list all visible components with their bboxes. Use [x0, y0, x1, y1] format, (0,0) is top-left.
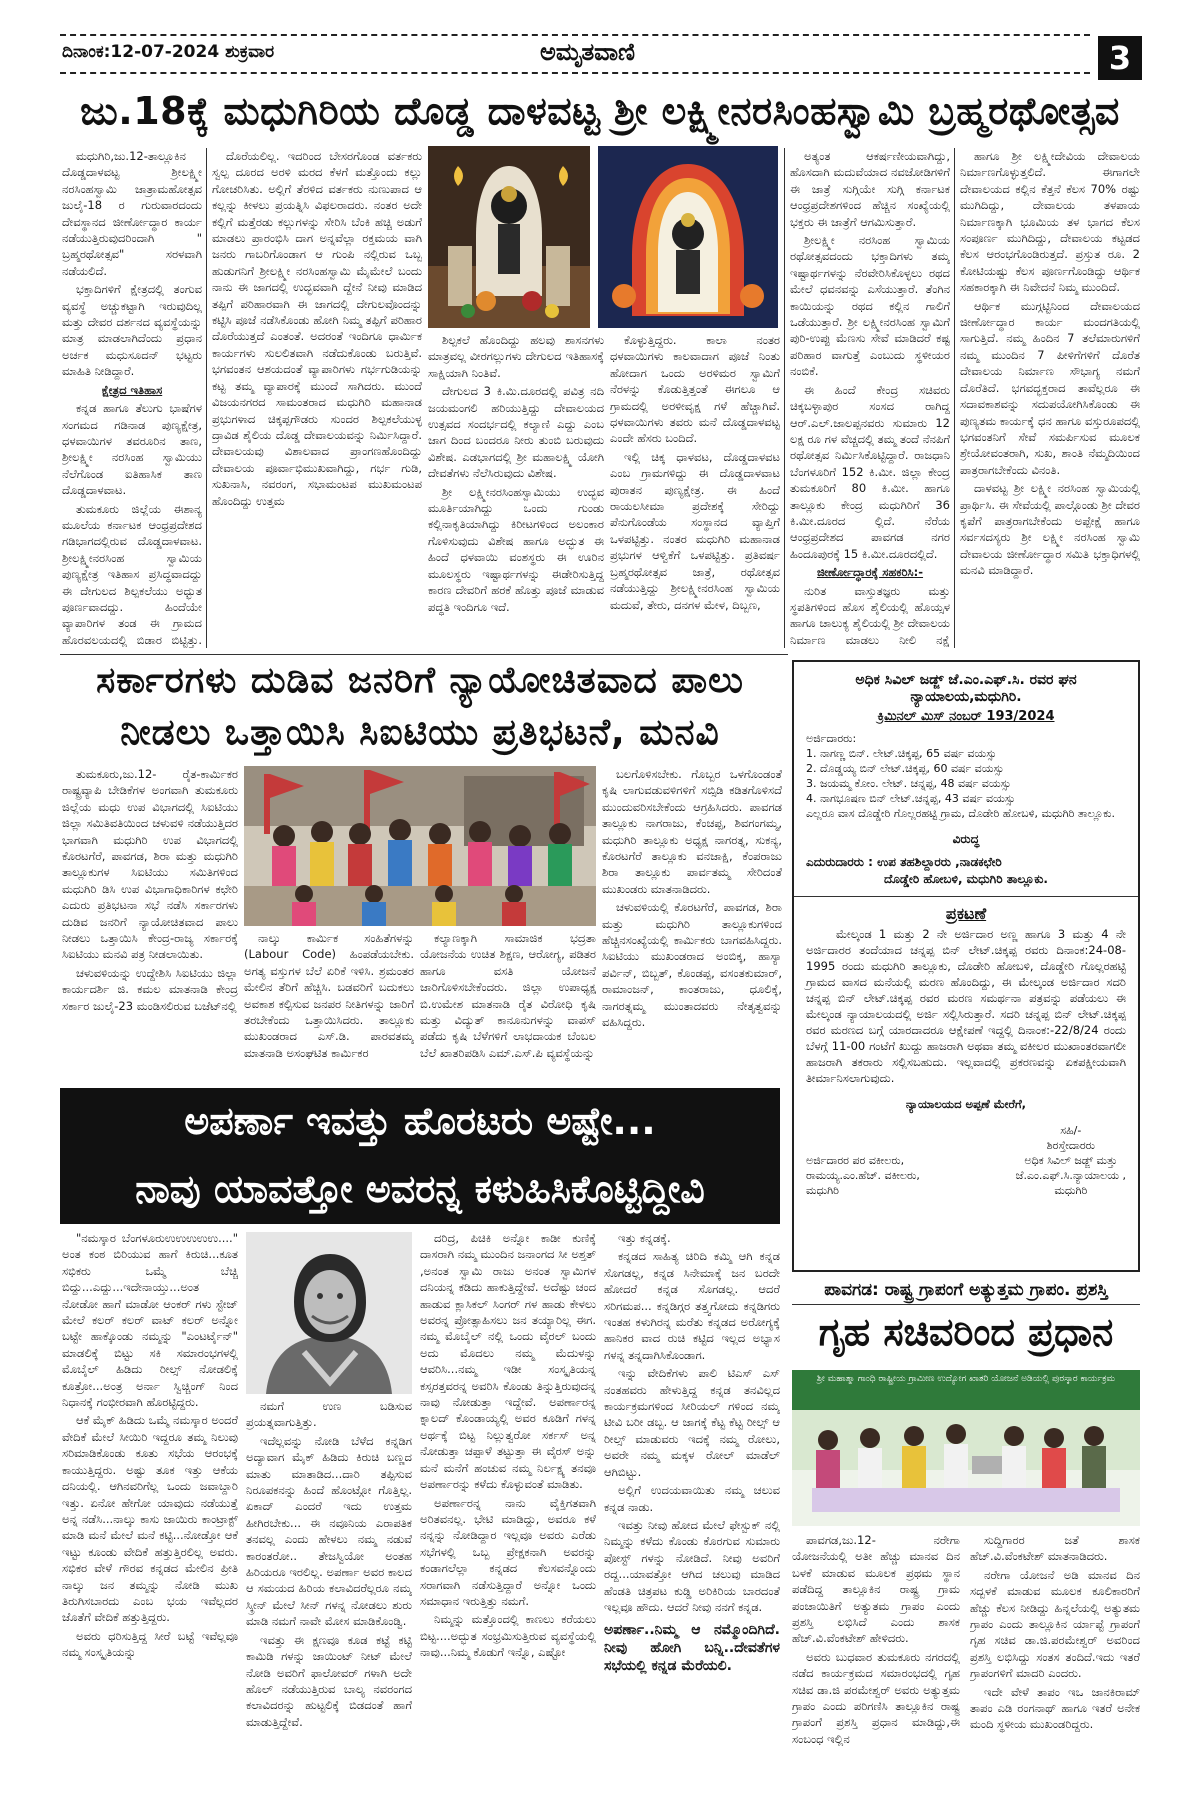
- respondent-line2: ದೊಡ್ಡೇರಿ ಹೋಬಳಿ, ಮಧುಗಿರಿ ತಾಲ್ಲೂಕು.: [884, 872, 1048, 886]
- story1-paragraph: ಭಕ್ತಾದಿಗಳಿಗೆ ಕ್ಷೇತ್ರದಲ್ಲಿ ತಂಗುವ ವ್ಯವಸ್ಥೆ ಅಚ್ಚುಕಟ್ಟಾಗಿ ಇರುವುದಿಲ್ಲ ಮತ್ತು ದೇವರ ದರ್ಶನದ ವ್ಯವಸ್ಥೆಯನ್ನು ಮಾತ್ರ ಮಾಡಲಾಗಿದೆಂದು ಪ್ರಧಾನ ಅರ್ಚಕ ಮಧುಸೂದನ್ ಭಟ್ಟರು ಮಾಹಿತಿ ನೀಡಿದ್ದಾರೆ.: [62, 282, 202, 379]
- respondent-line1: ಎದುರುದಾರರು : ಉಪ ತಹಶಿಲ್ದಾರರು ,ನಾಡಕಛೇರಿ: [806, 855, 1002, 869]
- story3-column-1: [62, 1230, 238, 1760]
- story1-headline: ಜು.18ಕ್ಕೆ ಮಧುಗಿರಿಯ ದೊಡ್ಡ ದಾಳವಟ್ಟ ಶ್ರೀ ಲಕ್ಷ್ಮೀನರಸಿಂಹಸ್ವಾಮಿ ಬ್ರಹ್ಮರಥೋತ್ಸವ: [80, 89, 1120, 133]
- story3-column-4: [604, 1230, 780, 1760]
- signature-line: ಮಧುಗಿರಿ: [1054, 1184, 1088, 1197]
- protest-photo: [244, 766, 596, 926]
- story1-paragraph: ಶ್ರೀ ಲಕ್ಷ್ಮೀನರಸಿಂಹಸ್ವಾಮಿಯು ಉದ್ಭವ ಮೂರ್ತಿಯಾಗಿದ್ದು ಒಂದು ಗುಂಡು ಕಲ್ಲಿನಾಕೃತಿಯಾಗಿದ್ದು ಕಿರೀಟಗಳಿಂದ ಅಲಂಕಾರ ಗೊಳಿಸುವುದು ವಿಶೇಷ ಹಾಗೂ ಅದ್ಭುತ ಈ ಹಿಂದೆ ಧಳವಾಯಿ ವಂಶಸ್ಥರು ಈ ಊರಿನ ಮೂಲಸ್ಥರು ಇಷ್ಟಾರ್ಥಗಳನ್ನು ಈಡೇರಿಸುತ್ತಿದ್ದ ಕಾರಣ ದೇವರಿಗೆ ಹರಕೆ ಹೊತ್ತು ಪೂಜೆ ಮಾಡುವ ಪದ್ಧತಿ ಇಂದಿಗೂ ಇದೆ.: [428, 484, 604, 614]
- story1-paragraph: ಈ ಹಿಂದೆ ಕೇಂದ್ರ ಸಚಿವರು ಚಿಕ್ಕಬಳ್ಳಾಪುರ ಸಂಸದ ರಾಗಿದ್ದ ಆರ್.ಎಲ್.ಜಾಲಪ್ಪನವರು ಸುಮಾರು 12 ಲಕ್ಷ ರೂ ಗಳ ವೆಚ್ಚದಲ್ಲಿ ತಮ್ಮ ತಂದೆ ನೆನಪಿಗೆ ರಥೋತ್ಸವ ನಿರ್ಮಿಸಿಕೊಟ್ಟಿದ್ದಾರೆ. ರಾಜಧಾನಿ ಬೆಂಗಳೂರಿಗೆ 152 ಕಿ.ಮೀ. ಜಿಲ್ಲಾ ಕೇಂದ್ರ ತುಮಕೂರಿಗೆ 80 ಕಿ.ಮೀ. ಹಾಗೂ ತಾಲ್ಲೂಕು ಕೇಂದ್ರ ಮಧುಗಿರಿಗೆ 36 ಕಿ.ಮೀ.ದೂರದ ಲ್ಲಿದೆ. ನೆರೆಯ ಆಂಧ್ರಪ್ರದೇಶದ ಪಾವಗಡ ನಗರ ಹಿಂದೂಪುರಕ್ಕೆ 15 ಕಿ.ಮೀ.ದೂರದಲ್ಲಿದೆ.: [790, 382, 950, 561]
- story1-paragraph: ಕನ್ನಡ ಹಾಗೂ ತೆಲುಗು ಭಾಷೆಗಳ ಸಂಗಮದ ಗಡಿನಾಡ ಪುಣ್ಯಕ್ಷೇತ್ರ, ಧಳವಾಯಿಗಳ ತವರೂರಿನ ತಾಣ, ಶ್ರೀಲಕ್ಷ್ಮೀ ನರಸಿಂಹ ಸ್ವಾಮಿಯು ನೆಲೆಗೊಂಡ ಐತಿಹಾಸಿಕ ತಾಣ ದೊಡ್ಡದಾಳವಾಟ.: [62, 401, 202, 498]
- advocate-signature: [806, 1153, 920, 1198]
- temple-photo-right: [598, 146, 778, 328]
- court-name-line1: ಅಧಿಕ ಸಿವಿಲ್ ಜಡ್ಜ್ ಜೆ.ಎಂ.ಎಫ್.ಸಿ. ರವರ ಘನ: [855, 672, 1077, 688]
- story1-paragraph: ಶಿಲ್ಪಕಲೆ ಹೊಂದಿದ್ದು ಹಲವು ಶಾಸನಗಳು ಮಾತ್ರವಲ್ಲ ವೀರಗಲ್ಲುಗಳು ದೇಗುಲದ ಇತಿಹಾಸಕ್ಕೆ ಸಾಕ್ಷಿಯಾಗಿ ನಿಂತಿವೆ.: [428, 333, 604, 380]
- story3-column-3: [420, 1230, 596, 1760]
- story3-paragraph: ದರಿದ್ರ, ಪಿಚಿಕಿ ಅನ್ನೋ ಕಾಡೀ ಕುಣಿಕ್ಕೆ ದಾಸರಾಗಿ ನಮ್ಮ ಮುಂದಿನ ಜನಾಂಗದ ಸೀ ಅಶ್ತತ್ ,ಅನಂತ ಸ್ವಾಮಿ ರಾಜು ಅನಂತ ಸ್ವಾಮಿಗಳ ದನಿಯನ್ನ ಕಡಿದು ಹಾಕುತ್ತಿದ್ದೇವೆ. ಅದೆಷ್ಟು ಚಂದ ಹಾಡುವ ಕ್ಲಾಸಿಕಲ್ ಸಿಂಗರ್ ಗಳ ಹಾಡು ಕೇಳಲು ಅವರನ್ನ ಪ್ರೋತ್ಸಾಹಿಸಲು ಜನ ತಯ್ಯಾರಿಲ್ಲ ಈಗ. ನಮ್ಮ ಮೊಬೈಲ್ ನಲ್ಲಿ ಒಂದು ವೈರಲ್ ಬಂದು ಅದು ಮೊದಲು ನಮ್ಮ ಮೆದುಳನ್ನು ಆವರಿಸಿ...ನಮ್ಮ ಇಡೀ ಸಂಸ್ಕೃತಿಯನ್ನ ಕಸ್ಸರತ್ತವರನ್ನ ಅವರಿಸಿ ಕೊಂಡು ತಿನ್ನುತ್ತಿರುವುದನ್ನ ನಾವು ನೋಡುತ್ತಾ ಇದ್ದೇವೆ. ಅಪರ್ಣಾರನ್ನ ಕ್ನಾಲದ್ ಕೊಂಡಾಯ್ಯಲ್ಲಿ ಅವರ ಕೂಡಿಗೆ ಗಳನ್ನ ಅರ್ಥಕ್ಕೆ ಬಿಟ್ಟ ನಿಲ್ಲುತ್ವರೋ ಸರ್ಕಸ್ ಅನ್ನ ನೋಡುತ್ತಾ ಚಪ್ಪಾಳೆ ತಟ್ಟುತ್ತಾ ಈ ವೈರಸ್ ಅನ್ನು ಮನೆ ಮನೆಗೆ ಹಂಚುವ ನಮ್ಮ ನಿರ್ಲಕ್ಷ್ಯ ತನವೂ ಅಪರ್ಣಾರನ್ನು ಕಳೆದು ಕೊಳ್ಳುವಂತೆ ಮಾಡಿತು.: [420, 1231, 596, 1492]
- story1-column-4: [610, 332, 780, 650]
- story4-paragraph: ಪಾವಗಡ,ಜು.12- ನರೇಗಾ ಯೋಜನೆಯಲ್ಲಿ ಅತೀ ಹೆಚ್ಚು ಮಾನವ ದಿನ ಬಳಕೆ ಮಾಡುವ ಮೂಲಕ ಪ್ರಥಮ ಸ್ಥಾನ ಪಡೆದಿದ್ದ ತಾಲ್ಲೂಕಿನ ರಾಷ್ಟ್ರ ಗ್ರಾಮ ಪಂಚಾಯಿತಿಗೆ ಅತ್ಯುತಮ ಗ್ರಾಪಂ ಎಂದು ಪ್ರಶಸ್ತಿ ಲಭಿಸಿದೆ ಎಂದು ಶಾಸಕ ಹೆಚ್.ವಿ.ವೆಂಕಟೇಶ್ ಹೇಳಿದರು.: [792, 1533, 960, 1646]
- story2-headline-line2: ನೀಡಲು ಒತ್ತಾಯಿಸಿ ಸಿಐಟಿಯು ಪ್ರತಿಭಟನೆ, ಮನವಿ: [120, 712, 720, 753]
- case-number: ಕ್ರಿಮಿನಲ್ ಮಿಸ್ ನಂಬರ್ 193/2024: [877, 709, 1055, 724]
- story3-paragraph: ಆಕೆ ಮೈಕ್ ಹಿಡಿದು ಒಮ್ಮೆ ನಮಸ್ಕಾರ ಅಂದರೆ ವೇದಿಕೆ ಮೇಲೆ ಸೀಯಿರಿ ಇದ್ದರೂ ತಮ್ಮ ನಿಲುವು ಸರಿಮಾಡಿಕೊಂಡು ಕೂತು ಸಭೆಯ ಆರಂಭಕ್ಕೆ ಕಾಯುತ್ತಿದ್ದರು. ಅಷ್ಟು ತೂಕ ಇತ್ತು ಆಕೆಯ ದನಿಯಲ್ಲಿ. ಆಗಿನವರಿಗೆಲ್ಲ ಒಂದು ಜವಾಬ್ದಾರಿ ಇತ್ತು. ಏನೋ ಹೇಗೋ ಯಾವುದು ನಡೆಯುತ್ತೆ ಅನ್ನ ನಡೆಸಿ...ನಾಲ್ಕು ಕಾಸು ಜಾಯಿರು ಕಾಂಟ್ರಾಕ್ಟ್ ಮಾಡಿ ಮನೆ ಮೇಲೆ ಮನೆ ಕಟ್ಟಿ...ನೋಡ್ತೋ ಆಕೆ ಇಟ್ಟು ಕೂಂಡು ವೇದಿಕೆ ಹತ್ತುತ್ತಿರಲಿಲ್ಲ ಅವರು. ಸಭಿಕರ ವೇಳೆ ಗೌರವ ಕನ್ನಡದ ಮೇಲಿನ ಪ್ರೀತಿ ನಾಲ್ಕು ಜನ ತಮ್ಮನ್ನು ನೋಡಿ ಮುಖ ತಿರುಗಿಸಬಾರದು ಎಂಬ ಭಯ ಇವೆಲ್ಲದರ ಜೊತೆಗೆ ವೇದಿಕೆ ಹತ್ತುತ್ತಿದ್ದರು.: [62, 1413, 238, 1625]
- story4-headline: ಗೃಹ ಸಚಿವರಿಂದ ಪ್ರಧಾನ: [818, 1310, 1114, 1354]
- story3-closing-note: ಅಪರ್ಣಾ..ನಿಮ್ಮ ಆ ನಮ್ಮೊಂದಿಗಿದೆ. ನೀವು ಹೋಗಿ ಬನ್ನಿ..ದೇವತೆಗಳ ಸಭೆಯಲ್ಲಿ ಕನ್ನಡ ಮೆರೆಯಲಿ.: [604, 1622, 780, 1675]
- story3-paragraph: ಇವತ್ತು ನೀವು ಹೋದ ಮೇಲೆ ಫೇಸ್ಬುಕ್ ನಲ್ಲಿ ನಿಮ್ಮನ್ನು ಕಳೆದು ಕೊಂಡು ಕೊರಗುವ ಸುಮಾರು ಪೋಸ್ಟ್ ಗಳನ್ನು ನೋಡಿದೆ. ನೀವು ಅವರಿಗೆ ರದ್ದ...ಯಾವತ್ತೋ ಆಗಿದ ಚಲುವು ಮಾಡಿದ ಹೆಂಡತಿ ಚಿತ್ರಪಟ ಕುಡ್ಡಿ ಅರಿಕಿರಿಯ ಬಾರದಂತೆ ಇಲ್ಲವೂ ಹೌದು. ಆದರೆ ನೀವು ನನಗೆ ಕನ್ನಡ.: [604, 1517, 780, 1614]
- section-rule: [792, 1304, 1140, 1305]
- story3-paragraph: ನಿಮ್ಮನ್ನು ಮತ್ತೊಂದಲ್ಲಿ ಕಾಣಲು ಕರೆಯಲು ಬಿಟ್ಟ....ಅದ್ಭುತ ಸಂಭ್ರಮಿಸುತ್ತಿರುವ ವ್ಯವಸ್ಥೆಯಲ್ಲಿ ನಾವು...ನಿಮ್ಮ ಕೊಡುಗೆ ಇನ್ನೊ, ಎಷ್ಟೋ: [420, 1612, 596, 1660]
- signature-line: ಮಧುಗಿರಿ: [806, 1184, 839, 1197]
- story3-paragraph: ಅಪರ್ಣಾರನ್ನ ನಾನು ವೈಕ್ತಿಗತವಾಗಿ ಅರಿತವನಲ್ಲ. ಭೇಟಿ ಮಾಡಿದ್ದು, ಅವರೂ ಕಳೆ ನನ್ನನ್ನು ನೋಡಿದ್ದಾರ ಇಲ್ಲವೂ ಅವರು ಎರೆಡು ಸಭೆಗಳಲ್ಲಿ ಒಬ್ಬ ಪ್ರೇಕ್ಷಕನಾಗಿ ಅವರನ್ನು ಕಂಡಾಗಲೆಲ್ಲಾ ಕನ್ನಡದ ಕೆಲಸವನ್ನೊಂದು ಸರಾಗವಾಗಿ ನಡೆಸುತ್ತಿದ್ದಾರೆ ಅನ್ನೋ ಒಂದು ಸಮಾಧಾನ ಇರುತ್ತಿತ್ತು ನಮಗೆ.: [420, 1495, 596, 1608]
- signature-block: [806, 1123, 1126, 1198]
- story4-paragraph: ನರೇಗಾ ಯೋಜನೆ ಅಡಿ ಮಾನವ ದಿನ ಸದ್ಬಳಕೆ ಮಾಡುವ ಮೂಲಕ ಕೂಲಿಕಾರರಿಗೆ ಹೆಚ್ಚು ಕೆಲಸ ನೀಡಿದ್ದು ಹಿನ್ನಲೆಯಲ್ಲಿ ಅತ್ಯುತಮ ಗ್ರಾಪಂ ಎಂದು ತಾಲ್ಲೂಕಿನ ರ್ಯಾಪ್ಟೆ ಗ್ರಾಪಂಗೆ ಗೃಹ ಸಚಿವ ಡಾ.ಜಿ.ಪರಮೇಶ್ವರ್ ಅವರಿಂದ ಪ್ರಶಸ್ತಿ ಲಭಿಸಿದ್ದು ಸಂತಸ ತಂದಿದೆ.ಇದು ಇತರೆ ಗ್ರಾಪಂಗಳಿಗೆ ಮಾದರಿ ಎಂದರು.: [970, 1567, 1140, 1681]
- story3-paragraph: ಇತ್ತು ಕನ್ನಡಕ್ಕೆ.: [618, 1231, 671, 1245]
- story2-headline-line1: ಸರ್ಕಾರಗಳು ದುಡಿವ ಜನರಿಗೆ ನ್ಯಾಯೋಚಿತವಾದ ಪಾಲು: [96, 660, 744, 701]
- story4-column-2: [970, 1532, 1140, 1762]
- story1-column-5: [790, 148, 950, 648]
- applicant-item: 2. ದೊಡ್ಡಯ್ಯ ಬಿನ್ ಲೇಟ್.ಚಿಕ್ಕಪ್ಪ, 60 ವರ್ಷ ವಯಸ್ಸು: [806, 762, 1004, 775]
- story3-headline-line2: ನಾವು ಯಾವತ್ತೋ ಅವರನ್ನ ಕಳುಹಿಸಿಕೊಟ್ಟಿದ್ದೀವಿ: [60, 1154, 780, 1224]
- story1-paragraph: ಇಲ್ಲಿ ಚಿಕ್ಕ ಧಾಳವಟ, ದೊಡ್ಡದಾಳವಟ ಎಂಬ ಗ್ರಾಮಗಳಿದ್ದು ಈ ದೊಡ್ಡದಾಳವಾಟ ಪುರಾತನ ಪುಣ್ಯಕ್ಷೇತ್ರ. ಈ ಹಿಂದೆ ರಾಯಲಸೀಮಾ ಪ್ರದೇಶಕ್ಕೆ ಸೇರಿದ್ದು ಪೆನುಗೊಂಡೆಯ ಸಂಸ್ಥಾನದ ವ್ಯಾಪ್ತಿಗೆ ಒಳಪಟ್ಟಿತ್ತು. ನಂತರ ಮಧುಗಿರಿ ಮಹಾನಾಡ ಪ್ರಭುಗಳ ಆಳ್ವಿಕೆಗೆ ಒಳಪಟ್ಟಿತ್ತು. ಪ್ರತಿವರ್ಷ ಬ್ರಹ್ಮರಥೋತ್ಸವ ಜಾತ್ರೆ, ರಥೋತ್ಸವ ನಡೆಯುತ್ತಿದ್ದು ಶ್ರೀಲಕ್ಷ್ಮೀನರಸಿಂಹ ಸ್ವಾಮಿಯ ಮದುವೆ, ತೇರು, ದನಗಳ ಮೇಳ, ದಿಬ್ಬಣ,: [610, 449, 780, 612]
- story1-paragraph: ಕೊಳ್ಳುತ್ತಿದ್ದರು. ಕಾಲಾ ನಂತರ ಧಳವಾಯಿಗಳು ಕಾಲವಾದಾಗ ಪೂಜೆ ನಿಂತು ಹೋದಾಗ ಒಂದು ಅರಳಿಮರ ಸ್ವಾಮಿಗೆ ನೆರಳನ್ನು ಕೊಡುತ್ತಿತ್ತಂತೆ ಈಗಲೂ ಆ ಗ್ರಾಮದಲ್ಲಿ ಅರಳೀವೃಕ್ಷ ಗಳೆ ಹೆಚ್ಚಾಗಿವೆ. ಧಳವಾಯಿಗಳು ತವರು ಮನೆ ದೊಡ್ಡದಾಳವಟ್ಟ ಎಂದೇ ಹೆಸರು ಬಂದಿದೆ.: [610, 333, 780, 446]
- notice-body: ಮೇಲ್ಕಂಡ 1 ಮತ್ತು 2 ನೇ ಅರ್ಜಿದಾರ ಅಣ್ಣ ಹಾಗೂ 3 ಮತ್ತು 4 ನೇ ಅರ್ಜಿದಾರರ ತಂದೆಯಾದ ಚನ್ನಪ್ಪ ಬಿನ್ ಲೇಟ್.ಚಿಕ್ಕಪ್ಪ ರವರು ದಿನಾಂಕ:24-08-1995 ರಂದು ಮಧುಗಿರಿ ತಾಲ್ಲೂಕು, ದೊಡೇರಿ ಹೋಬಳಿ, ದೊಡ್ಡೇರಿ ಗೊಲ್ಲರಹಟ್ಟಿ ಗ್ರಾಮದ ವಾಸದ ಮನೆಯಲ್ಲಿ ಮರಣ ಹೊಂದಿದ್ದು, ಈ ಮೇಲ್ಕಂಡ ಅರ್ಜಿದಾರ ಸದರಿ ಚನ್ನಪ್ಪ ಬಿನ್ ಲೇಟ್.ಚಿಕ್ಕಪ್ಪ ರವರ ಮರಣ ಸಮರ್ಥನಾ ಪತ್ರವನ್ನು ಪಡೆಯಲು ಈ ಮೇಲ್ಕಂಡ ನ್ಯಾಯಾಲಯದಲ್ಲಿ ಅರ್ಜಿ ಸಲ್ಲಿಸಿರುತ್ತಾರೆ. ಸದರಿ ಚನ್ನಪ್ಪ ಬಿನ್ ಲೇಟ್.ಚಿಕ್ಕಪ್ಪ ರವರ ಮರಣದ ಬಗ್ಗೆ ಯಾರದಾದರೂ ಆಕ್ಷೇಪಣೆ ಇದ್ದಲ್ಲಿ ದಿನಾಂಕ:-22/8/24 ರಂದು ಬೆಳಗ್ಗೆ 11-00 ಗಂಟೆಗೆ ಖುದ್ದು ಹಾಜರಾಗಿ ಅಥವಾ ತಮ್ಮ ವಕೀಲರ ಮುಖಾಂತರವಾಗಲೀ ಹಾಜರಾಗಿ ತಕರಾರು ಸಲ್ಲಿಸಬಹುದು. ಇಲ್ಲವಾದಲ್ಲಿ ಪ್ರಕರಣವನ್ನು ಏಕಪಕ್ಷೀಯವಾಗಿ ತೀರ್ಮಾನಿಸಲಾಗುವುದು.: [806, 927, 1126, 1085]
- signature-line: ಜೆ.ಎಂ.ಎಫ್.ಸಿ.ನ್ಯಾಯಾಲಯ ,: [1015, 1169, 1126, 1182]
- story1-paragraph: ಅತ್ಯಂತ ಆಕರ್ಷಣೀಯವಾಗಿದ್ದು, ಹೊಸದಾಗಿ ಮದುವೆಯಾದ ನವಜೋಡಿಗಳಿಗೆ ಈ ಜಾತ್ರೆ ಸುಗ್ಗಿಯೇ ಸುಗ್ಗಿ ಕರ್ನಾಟಕ ಆಂಧ್ರಪ್ರದೇಶಗಳಿಂದ ಹೆಚ್ಚಿನ ಸಂಖ್ಯೆಯಲ್ಲಿ ಭಕ್ತರು ಈ ಜಾತ್ರೆಗೆ ಆಗಮಿಸುತ್ತಾರೆ.: [790, 149, 950, 229]
- column-rule: [206, 148, 207, 648]
- story1-paragraph: ಶ್ರೀಲಕ್ಷ್ಮೀ ನರಸಿಂಹ ಸ್ವಾಮಿಯ ರಥೋತ್ಸವದಂದು ಭಕ್ತಾದಿಗಳು ತಮ್ಮ ಇಷ್ಟಾರ್ಥಗಳನ್ನು ನೆರವೇರಿಸಿಕೊಳ್ಳಲು ರಥದ ಮೇಲೆ ಧವನವನ್ನು ಎಸೆಯುತ್ತಾರೆ. ತೆಂಗಿನ ಕಾಯಿಯನ್ನು ರಥದ ಕಲ್ಲಿನ ಗಾಲಿಗೆ ಒಡೆಯುತ್ತಾರೆ. ಶ್ರೀ ಲಕ್ಷ್ಮೀನರಸಿಂಹ ಸ್ವಾಮಿಗೆ ಪುರಿ-ಉಪ್ಪು ಮೆಣಸು ಸೇವೆ ಮಾಡಿದರೆ ಕಷ್ಟ ಪರಿಹಾರ ವಾಗುತ್ತೆ ಎಂಬುದು ಸ್ಥಳೀಯರ ನಂಬಿಕೆ.: [790, 233, 950, 379]
- notice-divider: [794, 896, 1138, 897]
- story1-paragraph: ಹಾಗೂ ಶ್ರೀ ಲಕ್ಷ್ಮೀದೇವಿಯ ದೇವಾಲಯ ನಿರ್ಮಾಣಗೊಳ್ಳುತ್ತಲಿದೆ. ಈಗಾಗಲೇ ದೇವಾಲಯದ ಕಲ್ಲಿನ ಕೆತ್ತನೆ ಕೆಲಸ 70% ರಷ್ಟು ಮುಗಿದಿದ್ದು, ದೇವಾಲಯ ತಳಪಾಯ ನಿರ್ಮಾಣಕ್ಕಾಗಿ ಭೂಮಿಯ ತಳ ಭಾಗದ ಕೆಲಸ ಸಂಪೂರ್ಣ ಮುಗಿದಿದ್ದು, ದೇವಾಲಯ ಕಟ್ಟಡದ ಕೆಲಸ ಆರಂಭಗೊಂಡಿರುತ್ತದೆ. ಪ್ರಸ್ತುತ ರೂ. 2 ಕೋಟಿಯಷ್ಟು ಕೆಲಸ ಪೂರ್ಣಗೊಂಡಿದ್ದು ಆರ್ಥಿಕ ಸಹಕಾರಕ್ಕಾಗಿ ಈ ನಿವೇದನೆ ನಿಮ್ಮ ಮುಂದಿದೆ.: [960, 149, 1140, 295]
- applicant-item: 3. ಜಯಮ್ಮ ಕೋಂ. ಲೇಟ್. ಚನ್ನಪ್ಪ, 48 ವರ್ಷ ವಯಸ್ಸು: [806, 777, 1012, 790]
- story2-column-1: [62, 766, 238, 1082]
- applicants-list: [806, 731, 1126, 821]
- story1-column-6: [960, 148, 1140, 648]
- signature-line: ರಾಮಯ್ಯ.ಎಂ.ಹೆಚ್. ವಕೀಲರು,: [806, 1169, 920, 1182]
- story1-column-2: [212, 148, 422, 648]
- court-name-line2: ನ್ಯಾಯಾಲಯ,ಮಧುಗಿರಿ.: [910, 689, 1022, 705]
- masthead-title: ಅಮೃತವಾಣಿ: [540, 38, 636, 66]
- story3-paragraph: ನಮಗೆ ಉಣ ಬಡಿಸುವ ಪ್ರಯತ್ನವಾಗುತ್ತಿತ್ತು.: [246, 1399, 412, 1430]
- story2-paragraph: ತುಮಕೂರು,ಜು.12- ರೈತ-ಕಾರ್ಮಿಕರ ರಾಷ್ಟ್ರವ್ಯಾಪಿ ಬೇಡಿಕೆಗಳ ಅಂಗವಾಗಿ ತುಮಕೂರು ಜಿಲ್ಲೆಯ ಮಧು ಉಪ ವಿಭಾಗದಲ್ಲಿ ಸಿಐಟಿಯು ಜಿಲ್ಲಾ ಸಮಿತಿವತಿಯಿಂದ ಚಳುವಳಿ ನಡೆಯುತ್ತಿದರ ಭಾಗವಾಗಿ ಮಧುಗಿರಿ ಉಪ ವಿಭಾಗದಲ್ಲಿ ಕೊರಟಗೆರೆ, ಪಾವಗಡ, ಶಿರಾ ಮತ್ತು ಮಧುಗಿರಿ ತಾಲ್ಲೂಕುಗಳ ಸಿಐಟಿಯು ಸಮಿತಿಗಳಿಂದ ಮಧುಗಿರಿ ಡಿಸಿ ಉಪ ವಿಭಾಗಾಧಿಕಾರಿಗಳ ಕಛೇರಿ ಎದುರು ಪ್ರತಿಭಟನಾ ಸಭೆ ನಡೆಸಿ ಸರ್ಕಾರಗಳು ದುಡಿವ ಜನರಿಗೆ ನ್ಯಾಯೋಚಿತವಾದ ಪಾಲು ನೀಡಲು ಒತ್ತಾಯಿಸಿ ಕೇಂದ್ರ-ರಾಜ್ಯ ಸರ್ಕಾರಕ್ಕೆ ಸಿಐಟಿಯು ಮನವಿ ಪತ್ರ ನೀಡಲಾಯಿತು.: [62, 767, 238, 962]
- story3-paragraph: ಅಲ್ಲಿಗೆ ಉದಯವಾಯಿತು ನಮ್ಮ ಚಲುವ ಕನ್ನಡ ನಾಡು.: [604, 1483, 780, 1514]
- signature-line: ಸಹಿ/-: [1060, 1124, 1082, 1137]
- court-notice: [792, 660, 1140, 1272]
- story1-paragraph: ದಾಳವಟ್ಟ ಶ್ರೀ ಲಕ್ಷ್ಮೀ ನರಸಿಂಹ ಸ್ವಾಮಿಯಲ್ಲಿ ಪ್ರಾರ್ಥಿಸಿ. ಈ ಸೇವೆಯಲ್ಲಿ ಪಾಲ್ಗೊಂಡು ಶ್ರೀ ದೇವರ ಕೃಪೆಗೆ ಪಾತ್ರರಾಗಬೇಕೆಂದು ಅಪ್ಪೇಕ್ಷೆ ಹಾಗೂ ಸರ್ವಸದಸ್ಯರು ಶ್ರೀ ಲಕ್ಷ್ಮೀ ನರಸಿಂಹ ಸ್ವಾಮಿ ದೇವಾಲಯ ಜೀರ್ಣೋದ್ಧಾರ ಸಮಿತಿ ಭಕ್ತಾಧಿಗಳಲ್ಲಿ ಮನವಿ ಮಾಡಿದ್ದಾರೆ.: [960, 481, 1140, 578]
- story3-paragraph: ಇವತ್ತು ಈ ಕ್ಷಣವೂ ಕೂಡ ಕಟ್ಟೆ ಕಟ್ಟಿ ಕಾಮಿಡಿ ಗಳನ್ನು ಜಾಯಿಂಟ್ ನೀಟ್ ಮೇಲೆ ನೋಡಿ ಅವರಿಗೆ ಫಾಲೋವರ್ ಗಳಾಗಿ ಅದೇ ಹೊಲ್ ನಡೆಯುತ್ತಿರುವ ಬಾಲ್ಯ ನವರಂಗದ ಕಲಾವಿದರನ್ನು ಹುಟ್ಟಲಿಕ್ಕೆ ಬಿಡದಂತೆ ಹಾಗೆ ಮಾಡುತ್ತಿದ್ದೇವೆ.: [246, 1632, 412, 1729]
- temple-photo-left: [428, 146, 590, 328]
- versus-label: ವಿರುದ್ಧ: [952, 832, 980, 846]
- applicant-address: ಎಲ್ಲರೂ ವಾಸ ದೊಡ್ಡೇರಿ ಗೊಲ್ಲರಹಟ್ಟಿ ಗ್ರಾಮ, ದೊಡೇರಿ ಹೋಬಳಿ, ಮಧುಗಿರಿ ತಾಲ್ಲೂಕು.: [806, 807, 1116, 820]
- column-rule: [784, 148, 785, 648]
- story2-paragraph: ಚಳುವಳಿಯಲ್ಲಿ ಕೊರಟಗೆರೆ, ಪಾವಗಡ, ಶಿರಾ ಮತ್ತು ಮಧುಗಿರಿ ತಾಲ್ಲೂಕುಗಳಿಂದ ಹೆಚ್ಚಿನಸಂಖ್ಯೆಯಲ್ಲಿ ಕಾರ್ಮಿಕರು ಬಾಗವಹಿಸಿದ್ದರು. ಸಿಐಟಿಯು ಮುಖಂಡರಾದ ಅಂಬಿಕ್ಕ, ಹಾಸ್ಯಾ ಪರ್ವಿನ್, ಬಿಬ್ಬತ್, ಕೊಂಡಪ್ಪ, ವಸಂತಕುಮಾರ್, ರಾಮಾಂಜನ್, ಕಾಂತರಾಜು, ಧೂಲಿಕ್ಕೆ, ನಾಗರತ್ನಮ್ಮ ಮುಂತಾದವರು ನೇತೃತ್ವವನ್ನು ವಹಿಸಿದ್ದರು.: [602, 900, 782, 1030]
- story4-paragraph: ಇದೇ ವೇಳೆ ತಾಪಂ ಇಒ ಜಾನಕಿರಾಮ್ ತಾಪಂ ಎಡಿ ರಂಗನಾಥ್ ಹಾಗೂ ಇತರೆ ಅನೇಕ ಮಂದಿ ಸ್ಥಳೀಯ ಮುಖಂಡರಿದ್ದರು.: [970, 1684, 1140, 1732]
- story1-subheading: ಜೀರ್ಣೋದ್ಧಾರಕ್ಕೆ ಸಹಕರಿಸಿ:-: [816, 565, 924, 580]
- story2-column-3: [420, 930, 596, 1082]
- story3-column-2: [246, 1398, 412, 1760]
- applicants-label: ಅರ್ಜಿದಾರರು:: [806, 732, 857, 745]
- story3-paragraph: ಇದೆಲ್ಲವನ್ನು ನೋಡಿ ಬೆಳೆದ ಕನ್ನಡಿಗ ಅದ್ಯಾವಾಗ ಮೈಕ್ ಹಿಡಿದು ಕಿರುಚಿ ಬಣ್ಣದ ಮಾತು ಮಾತಾಡಿದ...ದಾರಿ ತಪ್ಪಿಸುವ ನಿರೂಪಕನನ್ನು ಹಿಂದೆ ಹೊಂಟ್ಗೋ ಗೊತ್ತಿಲ್ಲ. ಏಕಾದ್ ಎಂದರೆ ಇದು ಉತ್ತಮ ಹೀಗಿರಬೇಕು... ಈ ನವೂನಿಯ ಎರಾಪತಿಕ ತನವಲ್ಲ ಎಂದು ಹೇಳಲು ನಮ್ಮ ನಡುವೆ ಕಾರಂತರೋ.. ತೇಜಸ್ವಿಯೋ ಅಂತಹ ಹಿರಿಯರೂ ಇರಲಿಲ್ಲ. ಅಪರ್ಣಾ ಅವರ ಕಾಲದ ಆ ಸಮಯದ ಹಿರಿಯ ಕಲಾವಿದರೆಲ್ಲರೂ ನಮ್ಮ ಸ್ಕ್ರೀನ್ ಮೇಲೆ ಸೀನ್ ಗಳನ್ನ ನೋಡಲು ಶುರು ಮಾಡಿ ನಮಗೆ ನಾವೇ ಮೋಸ ಮಾಡಿಕೊಂಡ್ವಿ.: [246, 1433, 412, 1629]
- story1-subheading: ಕ್ಷೇತ್ರದ ಇತಿಹಾಸ: [101, 382, 163, 397]
- story4-column-1: [792, 1532, 960, 1762]
- story1-paragraph: ನುರಿತ ವಾಸ್ತುತಜ್ಞರು ಮತ್ತು ಸ್ಥಪತಿಗಳಿಂದ ಹೊಸ ಶೈಲಿಯಲ್ಲಿ ಹೊಯ್ಸಳ ಹಾಗೂ ಚಾಲುಕ್ಯ ಶೈಲಿಯಲ್ಲಿ ಶ್ರೀ ದೇವಾಲಯ ನಿರ್ಮಾಣ ಮಾಡಲು ನೀಲಿ ನಕ್ಷೆ: [790, 583, 950, 647]
- story1-paragraph: ಮಧುಗಿರಿ,ಜು.12-ತಾಲ್ಲೂಕಿನ ದೊಡ್ಡದಾಳವಟ್ಟ ಶ್ರೀಲಕ್ಷ್ಮೀ ನರಸಿಂಹಸ್ವಾಮಿ ಜಾತ್ರಾಮಹೋತ್ಸವ ಜುಲೈ-18 ರ ಗುರುವಾರದಂದು ದೇವಸ್ಥಾನದ ಜೀರ್ಣೋದ್ಧಾರ ಕಾರ್ಯ ನಡೆಯುತ್ತಿರುವುದರಿಂದಾಗಿ " ಬ್ರಹ್ಮರಥೋತ್ಸವ" ಸರಳವಾಗಿ ನಡೆಯಲಿದೆ.: [62, 149, 202, 278]
- issue-date: ದಿನಾಂಕ:12-07-2024 ಶುಕ್ರವಾರ: [62, 42, 275, 62]
- signature-line: ಅಧಿಕ ಸಿವಿಲ್ ಜಡ್ಜ್ ಮತ್ತು: [1024, 1154, 1118, 1167]
- story3-paragraph: ಅವರು ಧರಿಸುತ್ತಿದ್ದ ಸೀರೆ ಬಟ್ಟೆ ಇವೆಲ್ಲವೂ ನಮ್ಮ ಸಂಸ್ಕೃತಿಯನ್ನು: [62, 1628, 238, 1660]
- applicant-item: 1. ನಾಗಣ್ಣ ಬಿನ್. ಲೇಟ್.ಚಿಕ್ಕಪ್ಪ, 65 ವರ್ಷ ವಯಸ್ಸು: [806, 747, 997, 760]
- story4-paragraph: ಸುದ್ದಿಗಾರರ ಜತೆ ಶಾಸಕ ಹೆಚ್.ವಿ.ವೆಂಕಟೇಶ್ ಮಾತನಾಡಿದರು.: [970, 1533, 1140, 1564]
- story2-paragraph: ಚಳುವಳಿಯನ್ನು ಉದ್ದೇಶಿಸಿ ಸಿಐಟಿಯು ಜಿಲ್ಲಾ ಕಾರ್ಯದರ್ಶಿ ಜಿ. ಕಮಲ ಮಾತನಾಡಿ ಕೇಂದ್ರ ಸರ್ಕಾರ ಜುಲೈ-23 ಮಂಡಿಸಲಿರುವ ಬಜೆಟ್‌ನಲ್ಲಿ: [62, 965, 238, 1013]
- court-order-line: ನ್ಯಾಯಾಲಯದ ಅಪ್ಪಣೆ ಮೇರೆಗೆ,: [905, 1097, 1027, 1111]
- story1-paragraph: ತುಮಕೂರು ಜಿಲ್ಲೆಯ ಈಶಾನ್ಯ ಮೂಲೆಯ ಕರ್ನಾಟಕ ಆಂಧ್ರಪ್ರದೇಶದ ಗಡಿಭಾಗದಲ್ಲಿರುವ ದೊಡ್ಡದಾಳವಾಟ. ಶ್ರೀಲಕ್ಷ್ಮೀನರಸಿಂಹ ಸ್ವಾಮಿಯ ಪುಣ್ಯಕ್ಷೇತ್ರ ಇತಿಹಾಸ ಪ್ರಸಿದ್ಧವಾದದ್ದು ಈ ದೇಗುಲದ ಶಿಲ್ಪಕಲೆಯು ಅಧ್ಭುತ ಪೂರ್ಣವಾದದ್ದು. ಹಿಂದೆಯೇ ವ್ಯಾಪಾರಿಗಳ ತಂಡ ಈ ಗ್ರಾಮದ ಹೊರವಲಯದಲ್ಲಿ ಬಿಡಾರ ಬಿಟ್ಟಿತ್ತು.: [62, 501, 202, 647]
- notice-heading: ಪ್ರಕಟಣೆ: [945, 904, 987, 923]
- aparna-portrait: [246, 1232, 412, 1394]
- story3-paragraph: "ನಮಸ್ಕಾರ ಬೆಂಗಳೂರುಉಉಉಉಉ...." ಅಂತ ಕಂಠ ಬಿರಿಯುವ ಹಾಗೆ ಕಿರುಚಿ...ಕೂತ ಸಭಿಕರು ಒಮ್ಮೆ ಬೆಚ್ಚಿ ಬಿದ್ದು...ಎದ್ದು...ಇದೇನಾಯ್ತು...ಅಂತ ನೋಡೋ ಹಾಗೆ ಮಾಡೋ ಆಂಕರ್ ಗಳು ಸ್ಟೇಜ್ ಮೇಲೆ ಕಲರ್ ಕಲರ್ ವಾಟ್ ಕಲರ್ ಅನ್ನೋ ಬಟ್ಟೇ ಹಾಕ್ಕೊಂಡು ನಮ್ಮನ್ನು "ಎಂಟರ್ಟೈನ್" ಮಾಡಲಿಕ್ಕೆ ಬಿಟ್ಟು ಸಕಿ ಸಮಾರಂಭಗಳಲ್ಲಿ ಮೊಬೈಲ್ ಹಿಡಿದು ರೀಲ್ಸ್ ನೋಡಲಿಕ್ಕೆ ಕೂತ್ರೋ...ಅಂತ್ರ ಅರ್ನಾ ಸ್ವಿಚ್ಚಿಂಗ್ ನಿಂದ ನಿಧಾನಕ್ಕೆ ಗಂಭೀರವಾಗಿ ಹೊರಟ್ಟಿದ್ದರು.: [62, 1231, 238, 1410]
- story1-column-3: [428, 332, 604, 650]
- story1-paragraph: ಆರ್ಥಿಕ ಮುಗ್ಗಟ್ಟಿನಿಂದ ದೇವಾಲಯದ ಜೀರ್ಣೋದ್ಧಾರ ಕಾರ್ಯ ಮಂದಗತಿಯಲ್ಲಿ ಸಾಗುತ್ತಿದೆ. ನಮ್ಮ ಹಿಂದಿನ 7 ತಲೆಮಾರುಗಳಿಗೆ ನಮ್ಮ ಮುಂದಿನ 7 ಪೀಳಿಗೆಗಳಿಗೆ ದೊರೆತ ದೇವಾಲಯ ನಿರ್ಮಾಣ ಸೌಭಾಗ್ಯ ನಮಗೆ ದೊರೆತಿದೆ. ಭಗವದ್ಭಕ್ತರಾದ ತಾವೆಲ್ಲರೂ ಈ ಸದಾವಕಾಶವನ್ನು ಸದುಪಯೋಗಿಸಿಕೊಂಡು ಈ ಪುಣ್ಯತಮ ಕಾರ್ಯಕ್ಕೆ ಧನ ಹಾಗೂ ವಸ್ತುರೂಪದಲ್ಲಿ ಭಗವಂತನಿಗೆ ಸೇವೆ ಸಮರ್ಪಿಸುವ ಮೂಲಕ ಶ್ರೇಯೋವಂತರಾಗಿ, ಸುಖ, ಶಾಂತಿ ನೆಮ್ಮದಿಯಿಂದ ಪಾತ್ರರಾಗಬೇಕೆಂದು ವಿನಂತಿ.: [960, 298, 1140, 477]
- applicant-item: 4. ನಾಗಭೂಷಣ ಬಿನ್ ಲೇಟ್.ಚನ್ನಪ್ಪ, 43 ವರ್ಷ ವಯಸ್ಸು: [806, 792, 1016, 805]
- story4-paragraph: ಅವರು ಬುಧವಾರ ತುಮಕೂರು ನಗರದಲ್ಲಿ ನಡೆದ ಕಾರ್ಯಕ್ರಮದ ಸಮಾರಂಭದಲ್ಲಿ ಗೃಹ ಸಚಿವ ಡಾ.ಜಿ ಪರಮೇಶ್ವರ್ ಅವರು ಅತ್ಯುತ್ತಮ ಗ್ರಾಪಂ ಎಂದು ಪರಿಗಣಿಸಿ ತಾಲ್ಲೂಕಿನ ರಾಷ್ಟ್ರ ಗ್ರಾಪಂಗೆ ಪ್ರಶಸ್ತಿ ಪ್ರಧಾನ ಮಾಡಿದ್ದು,ಈ ಸಂಬಂಧ ಇಲ್ಲಿನ: [792, 1649, 960, 1746]
- header-rule-top: [60, 34, 1090, 36]
- story2-column-4: [602, 766, 782, 1082]
- story3-headline-line1: ಅಪರ್ಣಾ ಇವತ್ತು ಹೊರಟರು ಅಷ್ಟೇ...: [60, 1088, 780, 1154]
- story2-paragraph: ಬಲಗೊಳಿಸಬೇಕು. ಗೊಬ್ಬರ ಒಳಗೊಂಡಂತೆ ಕೃಷಿ ಲಾಗುವಡುವಳಿಗಳಿಗೆ ಸಬ್ಸಿಡಿ ಕಡಿತಗೊಳಿಸದೆ ಮುಂದುವರಿಸಬೇಕೆಂದು ಆಗ್ರಹಿಸಿದರು. ಪಾವಗಡ ತಾಲ್ಲೂಕು ನಾಗರಾಜು, ಕೆಂಚಪ್ಪ, ಶಿವಗಂಗಮ್ಮ, ಮಧುಗಿರಿ ತಾಲ್ಲೂಕು ಅಧ್ಯಕ್ಷ ನಾಗರತ್ನ, ಸುಕನ್ಯ, ಕೊರಟಗೆರೆ ತಾಲ್ಲೂಕು ವನಜಾಕ್ಷಿ, ಕೆಂಪರಾಜು ಶಿರಾ ತಾಲ್ಲೂಕು ಪಾರ್ವತಮ್ಮ ಸೇರಿದಂತೆ ಮುಖಂಡರು ಮಾತನಾಡಿದರು.: [602, 767, 782, 896]
- award-photo-banner: ಶ್ರೀ ಮಹಾತ್ಮಾ ಗಾಂಧಿ ರಾಷ್ಟ್ರೀಯ ಗ್ರಾಮೀಣ ಉದ್ಯೋಗ ಖಾತರಿ ಯೋಜನೆ ಅಡಿಯಲ್ಲಿ ಪುರಸ್ಕಾರ ಕಾರ್ಯಕ್ರಮ: [816, 1374, 1116, 1384]
- story3-paragraph: ಕನ್ನಡದ ಸಾಹಿತ್ಯ ಚಿರಿದಿ ಕಮ್ಮಿ ಆಗಿ ಕನ್ನಡ ಸೊಗಡಲ್ಲ, ಕನ್ನಡ ಸಿನೇಮಾಕ್ಕೆ ಜನ ಬರದೇ ಹೋದರೆ ಕನ್ನಡ ಸೊಗಡಲ್ಲ. ಆದರೆ ಸರಿಗಮಪ... ಕನ್ನಡಿಗ್ಗರ ತತ್ತ್ವಗೋದು ಕನ್ನಡಿಗರು ಇಂತಹ ಕಳುಗಿರನ್ನ ಮರೆತು ಕನ್ನಡದ ಅರೋಗ್ಯಕ್ಕೆ ಹಾನಿಕರ ವಾದ ರುಚಿ ಕಟ್ಟಿದ ಇಲ್ಲದ ಅಭ್ಯಾಸ ಗಳನ್ನ ತನ್ನದಾಗಿಸಿಕೊಂಡಾಗ.: [604, 1249, 780, 1362]
- story3-paragraph: ಇನ್ನು ವೇದಿಕೆಗಳು ಪಾಲಿ ಟಿಎಸ್ ಎಸ್ ನಂತಹವರು ಹೇಳುತ್ತಿದ್ದ ಕನ್ನಡ ತನವಿಲ್ಲದ ಕಾರ್ಯಕ್ರಮಗಳಿಂದ ಸೀರಿಯಲ್ ಗಳಿಂದ ನಮ್ಮ ಟೀವಿ ಬರೀ ಡಬ್ಬ. ಆ ಜಾಗಕ್ಕೆ ಕೆಟ್ಟ ಕೆಟ್ಟ ರೀಲ್ಸ್ ಆ ರೀಲ್ಸ್ ಮಾಡುವರು ಇದಕ್ಕೆ ನಮ್ಮ ರೋಲು, ಅವರೇ ನಮ್ಮ ಮಕ್ಕಳ ರೋಲ್ ಮಾಡೆಲ್ ಆಗಿಬಿಟ್ಟು.: [604, 1366, 780, 1479]
- story2-paragraph: ನಾಲ್ಕು ಕಾರ್ಮಿಕ ಸಂಹಿತೆಗಳನ್ನು (Labour Code) ಹಿಂಪಡೆಯಬೇಕು. ಅಗತ್ಯ ವಸ್ತುಗಳ ಬೆಲೆ ಏರಿಕೆ ಇಳಿಸಿ. ಶ್ರಮಂತರ ಮೇಲಿನ ತೆರಿಗೆ ಹೆಚ್ಚಿಸಿ. ಬಡವರಿಗೆ ಬದುಕಲು ಅವಕಾಶ ಕಲ್ಪಿಸುವ ಜನಪರ ನೀತಿಗಳನ್ನು ಜಾರಿಗೆ ತರಬೇಕೆಂದು ಒತ್ತಾಯಿಸಿದರು. ತಾಲ್ಲೂಕು ಮುಖಂಡರಾದ ಎಸ್.ಡಿ. ಪಾರವತಮ್ಮ ಮಾತನಾಡಿ ಅಸಂಘಟಿತ ಕಾರ್ಮಿಕರ: [244, 931, 414, 1060]
- story4-kicker: ಪಾವಗಡ: ರಾಷ್ಟ್ರ ಗ್ರಾಪಂಗೆ ಅತ್ಯುತ್ತಮ ಗ್ರಾಪಂ. ಪ್ರಶಸ್ತಿ: [824, 1280, 1108, 1300]
- story2-paragraph: ಕಲ್ಯಾಣಕ್ಕಾಗಿ ಸಾಮಾಜಿಕ ಭದ್ರತಾ ಯೋಜನೆಯ ಉಚಿತ ಶಿಕ್ಷಣ, ಆರೋಗ್ಯ, ಪಡಿತರ ಹಾಗೂ ವಸತಿ ಯೋಜನೆ ಜಾರಿಗೊಳಿಸಬೇಕೆಂದರು. ಜಿಲ್ಲಾ ಉಪಾಧ್ಯಕ್ಷ ಬಿ.ಉಮೇಶ ಮಾತನಾಡಿ ರೈತ ವಿರೋಧಿ ಕೃಷಿ ಮತ್ತು ವಿದ್ಯುತ್ ಕಾನೂನುಗಳನ್ನು ವಾಪಸ್ ಪಡೆದು ಕೃಷಿ ಬೆಳೆಗಳಿಗೆ ಲಾಭದಾಯಕ ಬೆಂಬಲ ಬೆಲೆ ಖಾತರಿಪಡಿಸಿ ಎಮ್.ಎಸ್.ಪಿ ವ್ಯವಸ್ಥೆಯನ್ನು: [420, 931, 596, 1060]
- section-rule: [60, 654, 788, 655]
- story1-paragraph: ದೊರೆಯಲಿಲ್ಲ. ಇದರಿಂದ ಬೇಸರಗೊಂಡ ವರ್ತಕರು ಸ್ವಲ್ಪ ದೂರದ ಅರಳಿ ಮರದ ಕೆಳಗೆ ಮತ್ತೊಂದು ಕಲ್ಲು ಗೋಚರಿಸಿತು. ಅಲ್ಲಿಗೆ ತೆರಳಿದ ವರ್ತಕರು ನುಣುಪಾದ ಆ ಕಲ್ಲನ್ನು ಕೀಳಲು ಪ್ರಯತ್ನಿಸಿ ವಿಫಲರಾದರು. ನಂತರ ಅದೇ ಕಲ್ಲಿಗೆ ಮತ್ತೆರಡು ಕಲ್ಲುಗಳನ್ನು ಸೇರಿಸಿ ಬೆಂಕಿ ಹಚ್ಚಿ ಅಡುಗೆ ಮಾಡಲು ಪ್ರಾರಂಭಿಸಿ ದಾಗ ಅನ್ನವೆಲ್ಲಾ ರಕ್ತಮಯ ವಾಗಿ ಜನರು ಗಾಬರಿಗೊಂಡಾಗ ಆ ಗುಂಪಿ ನಲ್ಲಿರುವ ಒಬ್ಬ ಹುಡುಗನಿಗೆ ಶ್ರೀಲಕ್ಷ್ಮೀ ನರಸಿಂಹಸ್ವಾಮಿ ಮೈಮೇಲೆ ಬಂದು ನಾನು ಈ ಜಾಗದಲ್ಲಿ ಉದ್ಭವವಾಗಿ ದ್ದೇನೆ ನೀವು ಮಾಡಿದ ತಪ್ಪಿಗೆ ಪರಿಹಾರವಾಗಿ ಈ ಜಾಗದಲ್ಲಿ ದೇಗುಲವೊಂದನ್ನು ಕಟ್ಟಿಸಿ ಪೂಜೆ ನಡೆಸಿಕೊಂಡು ಹೋಗಿ ನಿಮ್ಮ ತಪ್ಪಿಗೆ ಪರಿಹಾರ ದೊರೆಯುತ್ತದೆ ಎಂತಂತೆ. ಅದರಂತೆ ಇಂದಿಗೂ ಧಾರ್ಮಿಕ ಕಾರ್ಯಗಳು ಸುಲಲಿತವಾಗಿ ನಡೆದುಕೊಂಡು ಬರುತ್ತಿವೆ. ಭಗವಂತನ ಆಶಯದಂತೆ ವ್ಯಾಪಾರಿಗಳು ಗರ್ಭಗುಡಿಯನ್ನು ಕಟ್ಟ ತಮ್ಮ ವ್ಯಾಪಾರಕ್ಕೆ ಮುಂದೆ ಸಾಗಿದರು. ಮುಂದೆ ವಿಜಯನಗರದ ಸಾಮಂತರಾದ ಮಧುಗಿರಿ ಮಹಾನಾಡ ಪ್ರಭುಗಳಾದ ಚಿಕ್ಕಪ್ಪಗೌಡರು ಸುಂದರ ಶಿಲ್ಪಕಲೆಯುಳ್ಳ ದ್ರಾವಿಡ ಶೈಲಿಯ ದೊಡ್ಡ ದೇವಾಲಯವನ್ನು ನಿರ್ಮಿಸಿದ್ದಾರೆ. ದೇವಾಲಯವು ವಿಶಾಲವಾದ ಪ್ರಾಂಗಣಹೊಂದಿದ್ದು ದೇವಾಲಯ ಪೂರ್ವಾಭಿಮುಖವಾಗಿದ್ದು, ಗರ್ಭ ಗುಡಿ, ಸುಖನಾಸಿ, ನವರಂಗ, ಸಭಾಮಂಟಪ ಮುಖಮಂಟಪ ಹೊಂದಿದ್ದು ಉತ್ತಮ: [212, 149, 422, 508]
- signature-line: ಅರ್ಜಿದಾರರ ಪರ ವಕೀಲರು,: [806, 1154, 905, 1167]
- story2-column-2: [244, 930, 414, 1082]
- page-number: 3: [1098, 36, 1142, 80]
- sheristedar-signature: [1016, 1123, 1126, 1198]
- story1-column-1: [62, 148, 202, 648]
- column-rule: [954, 148, 955, 648]
- signature-line: ಶಿರಸ್ತೇದಾರರು: [1046, 1139, 1095, 1152]
- story1-paragraph: ದೇಗುಲದ 3 ಕಿ.ಮಿ.ದೂರದಲ್ಲಿ ಪವಿತ್ರ ನದಿ ಜಯಮಂಗಲಿ ಹರಿಯುತ್ತಿದ್ದು ದೇವಾಲಯದ ಉತ್ಸವದ ಸಂದರ್ಭದಲ್ಲಿ ಕಲ್ಯಾಣಿ ಎದ್ದು ಎಂಬ ಜಾಗ ದಿಂದ ಬಂದರೂ ನೀರು ತುಂಬಿ ಬರುವುದು ವಿಶೇಷ. ಎಡಭಾಗದಲ್ಲಿ ಶ್ರೀ ಮಹಾಲಕ್ಷ್ಮಿ ಯೋಗಿ ದೇವತೆಗಳು ನೆಲೆಸಿರುವುದು ವಿಶೇಷ.: [428, 384, 604, 481]
- header-rule-bottom: [60, 72, 1090, 74]
